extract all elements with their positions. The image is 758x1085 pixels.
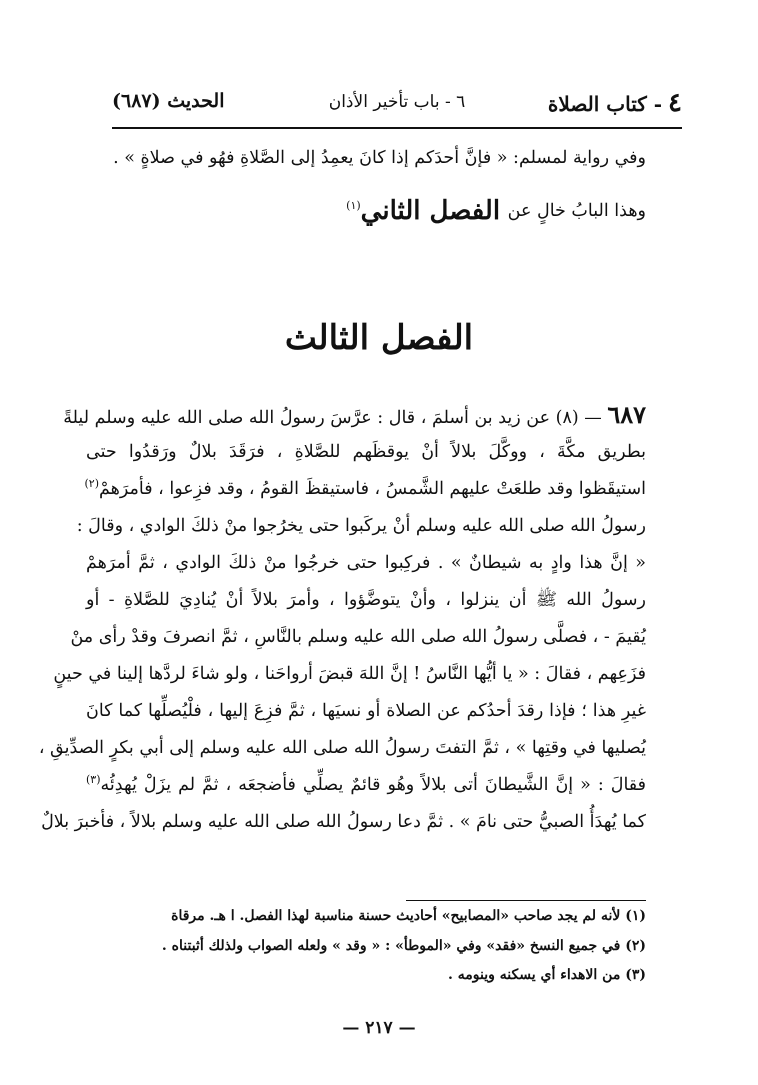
hadith-text: فقالَ : « إنَّ الشَّيطانَ أتى بلالاً وهُو قائمٌ يصلِّي فأضجعَه ، ثمَّ لم يزَلْ يُهدِئُه xyxy=(100,775,646,795)
chapter-note-line xyxy=(86,196,646,226)
hadith-line-1 xyxy=(63,400,646,433)
hadith-line-8: فزَعِهم ، فقالَ : « يا أيُّها النَّاسُ ! إنَّ اللهَ قبضَ أرواحَنا ، ولو شاءَ لردَّها إلينا في حينٍ xyxy=(53,664,646,684)
chapter-note-text: وهذا البابُ خالٍ عن xyxy=(507,201,646,221)
footnote-2: (٢) في جميع النسخ «فقد» وفي «الموطأ» : « وقد » ولعله الصواب ولذلك أثبتناه . xyxy=(161,938,646,954)
hadith-line-10: يُصليها في وقتِها » ، ثمَّ التفتَ رسولُ الله صلى الله عليه وسلم إلى أبي بكرٍ الصدِّيقِ ، xyxy=(38,738,646,758)
section-heading: الفصل الثالث xyxy=(284,318,474,358)
footnote-mark-1: (١) xyxy=(346,199,361,213)
hadith-line-5: « إنَّ هذا وادٍ به شيطانٌ » . فركِبوا حتى خرجُوا منْ ذلكَ الوادي ، ثمَّ أمرَهمْ xyxy=(86,553,646,573)
running-header xyxy=(112,86,682,122)
chapter-subtitle: ٦ - باب تأخير الأذان xyxy=(328,92,466,112)
book-title: - كتاب الصلاة xyxy=(547,92,663,116)
book-number: ٤ xyxy=(668,88,682,118)
footnote-mark-3: (٣) xyxy=(86,773,101,787)
hadith-text: استيقَظوا وقد طلعَتْ عليهم الشَّمسُ ، فاستيقظَ القومُ ، وقد فزِعوا ، فأمرَهمْ xyxy=(99,479,646,499)
hadith-line-3 xyxy=(86,474,646,504)
header-rule xyxy=(112,127,682,129)
footnote-1: (١) لأنه لم يجد صاحب «المصابيح» أحاديث حسنة مناسبة لهذا الفصل. ا هـ. مرقاة xyxy=(171,908,646,924)
footnote-rule xyxy=(406,900,646,901)
hadith-line-9: غيرِ هذا ؛ فإذا رقدَ أحدُكم عن الصلاة أو نسيَها ، ثمَّ فزِعَ إليها ، فلْيُصلِّها كما كانَ xyxy=(86,701,646,721)
hadith-line-4: رسولُ الله صلى الله عليه وسلم أنْ يركَبوا حتى يخرُجوا منْ ذلكَ الوادي ، وقالَ : xyxy=(76,516,646,536)
hadith-line-11 xyxy=(86,770,646,800)
hadith-line-6: رسولُ الله ﷺ أن ينزلوا ، وأنْ يتوضَّؤوا ، وأمرَ بلالاً أنْ يُنادِيَ للصَّلاةِ - أو xyxy=(86,590,646,610)
hadith-reference: الحديث (٦٨٧) xyxy=(112,90,225,112)
hadith-line-7: يُقيمَ - ، فصلَّى رسولُ الله صلى الله عليه وسلم بالنَّاسِ ، ثمَّ انصرفَ وقدْ رأى منْ xyxy=(70,627,646,647)
page-number: — ٢١٧ — xyxy=(342,1018,416,1038)
hadith-line-2: بطريق مكَّةَ ، ووكَّلَ بلالاً أنْ يوقظَهم للصَّلاةِ ، فرَقَدَ بلالٌ ورَقدُوا حتى xyxy=(86,442,646,462)
narration-line: وفي رواية لمسلم: « فإنَّ أحدَكم إذا كانَ يعمِدُ إلى الصَّلاةِ فهُو في صلاةٍ » . xyxy=(113,148,646,168)
footnote-3: (٣) من الاهداء أي يسكنه وينومه . xyxy=(448,967,646,983)
second-section-title: الفصل الثاني xyxy=(360,196,501,226)
hadith-line-12: كما يُهدَأُ الصبيُّ حتى نامَ » . ثمَّ دعا رسولُ الله صلى الله عليه وسلم بلالاً ، فأخبرَ بلالٌ xyxy=(41,812,646,832)
hadith-text: — (٨) عن زيد بن أسلمَ ، قال : عرَّسَ رسولُ الله صلى الله عليه وسلم ليلةً xyxy=(63,408,602,428)
hadith-number: ٦٨٧ xyxy=(607,400,646,429)
footnote-mark-2: (٢) xyxy=(84,477,99,491)
